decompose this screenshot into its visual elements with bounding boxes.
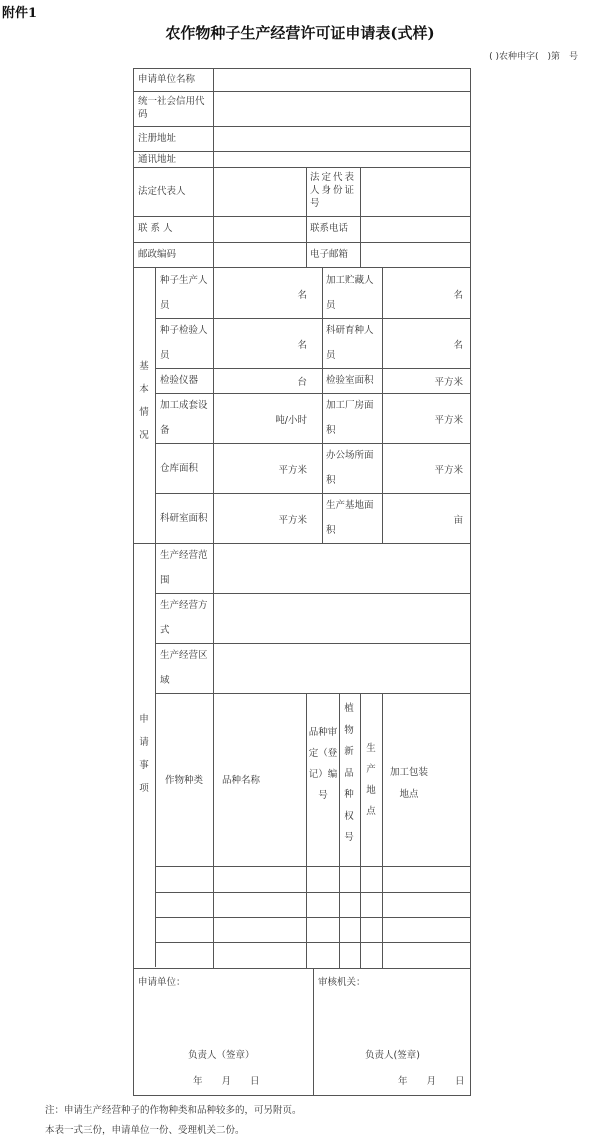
col-header-processing-site: 加工包装地点: [389, 767, 428, 800]
label-production-base-area: 生产基地面积: [326, 500, 374, 536]
note-line-2: 本表一式三份，申请单位一份、受理机关二份。: [45, 1125, 245, 1136]
variety-row-3[interactable]: [156, 918, 470, 942]
label-mailing-address: 通讯地址: [138, 154, 177, 165]
mailing-address-field[interactable]: [214, 152, 470, 167]
col-header-pvp-number: 植物新品种权号: [344, 703, 354, 843]
unit-inspection-instruments: 台: [297, 377, 307, 388]
attachment-label: 附件1: [2, 6, 38, 21]
label-office-area: 办公场所面积: [326, 450, 374, 486]
label-business-region: 生产经营区域: [160, 650, 208, 686]
unit-seed-inspection-staff: 名: [297, 340, 307, 351]
label-seed-production-staff: 种子生产人员: [160, 275, 208, 311]
label-postcode: 邮政编码: [138, 249, 177, 260]
variety-row-2[interactable]: [156, 893, 470, 917]
label-applicant-name: 申请单位名称: [138, 74, 196, 85]
label-credit-code: 统一社会信用代码: [138, 96, 205, 120]
section-label-basic-info: 基本情况: [139, 361, 149, 441]
credit-code-field[interactable]: [214, 92, 470, 126]
business-mode-field[interactable]: [214, 594, 470, 643]
note-line-1: 注：申请生产经营种子的作物种类和品种较多的，可另附页。: [45, 1105, 302, 1116]
variety-row-1[interactable]: [156, 867, 470, 892]
postcode-field[interactable]: [214, 243, 306, 267]
label-processing-equipment: 加工成套设备: [160, 400, 208, 436]
unit-processing-storage-staff: 名: [453, 290, 463, 301]
label-inspection-instruments: 检验仪器: [160, 375, 199, 386]
col-header-production-site: 生产地点: [366, 743, 376, 817]
label-registered-address: 注册地址: [138, 133, 177, 144]
unit-lab-area: 平方米: [434, 377, 463, 388]
label-contact: 联 系 人: [138, 223, 173, 234]
label-processing-storage-staff: 加工贮藏人员: [326, 275, 374, 311]
email-field[interactable]: [361, 243, 470, 267]
registered-address-field[interactable]: [214, 127, 470, 151]
col-header-approval-number: 品种审定（登记）编号: [308, 727, 338, 801]
section-label-application: 申请事项: [139, 714, 149, 794]
applicant-date[interactable]: 年 月 日: [193, 1076, 260, 1087]
unit-research-breeding-staff: 名: [453, 340, 463, 351]
label-legal-rep: 法定代表人: [138, 186, 186, 197]
reviewer-date[interactable]: 年 月 日: [398, 1076, 465, 1087]
label-legal-rep-id: 法定代表人身份证号: [310, 172, 357, 209]
label-research-breeding-staff: 科研育种人员: [326, 325, 374, 361]
business-region-field[interactable]: [214, 644, 470, 693]
unit-research-room-area: 平方米: [278, 515, 307, 526]
legal-rep-id-field[interactable]: [361, 168, 470, 216]
unit-seed-production-staff: 名: [297, 290, 307, 301]
label-seed-inspection-staff: 种子检验人员: [160, 325, 208, 361]
page-title: 农作物种子生产经营许可证申请表(式样): [165, 24, 435, 42]
legal-rep-field[interactable]: [214, 168, 306, 216]
label-email: 电子邮箱: [310, 249, 349, 260]
unit-warehouse-area: 平方米: [278, 465, 307, 476]
label-phone: 联系电话: [310, 223, 349, 234]
col-header-crop-type: 作物种类: [165, 775, 204, 786]
label-review-authority: 审核机关：: [318, 977, 366, 988]
applicant-name-field[interactable]: [214, 69, 470, 91]
label-business-scope: 生产经营范围: [160, 550, 208, 586]
unit-production-base-area: 亩: [453, 515, 463, 526]
label-business-mode: 生产经营方式: [160, 600, 208, 636]
variety-row-4[interactable]: [156, 943, 470, 968]
unit-office-area: 平方米: [434, 465, 463, 476]
business-scope-field[interactable]: [214, 544, 470, 593]
contact-field[interactable]: [214, 217, 306, 242]
unit-processing-equipment: 吨/小时: [275, 415, 307, 426]
label-warehouse-area: 仓库面积: [160, 463, 199, 474]
label-applicant-unit: 申请单位：: [138, 977, 186, 988]
reviewer-signature[interactable]: 负责人(签章): [365, 1050, 420, 1061]
col-header-variety-name: 品种名称: [222, 775, 261, 786]
label-lab-area: 检验室面积: [326, 375, 374, 386]
label-processing-plant-area: 加工厂房面积: [326, 400, 374, 436]
unit-processing-plant-area: 平方米: [434, 415, 463, 426]
document-number: ( )农种申字( )第 号: [489, 52, 578, 62]
applicant-signature[interactable]: 负责人（签章）: [188, 1050, 255, 1061]
label-research-room-area: 科研室面积: [160, 513, 208, 524]
phone-field[interactable]: [361, 217, 470, 242]
